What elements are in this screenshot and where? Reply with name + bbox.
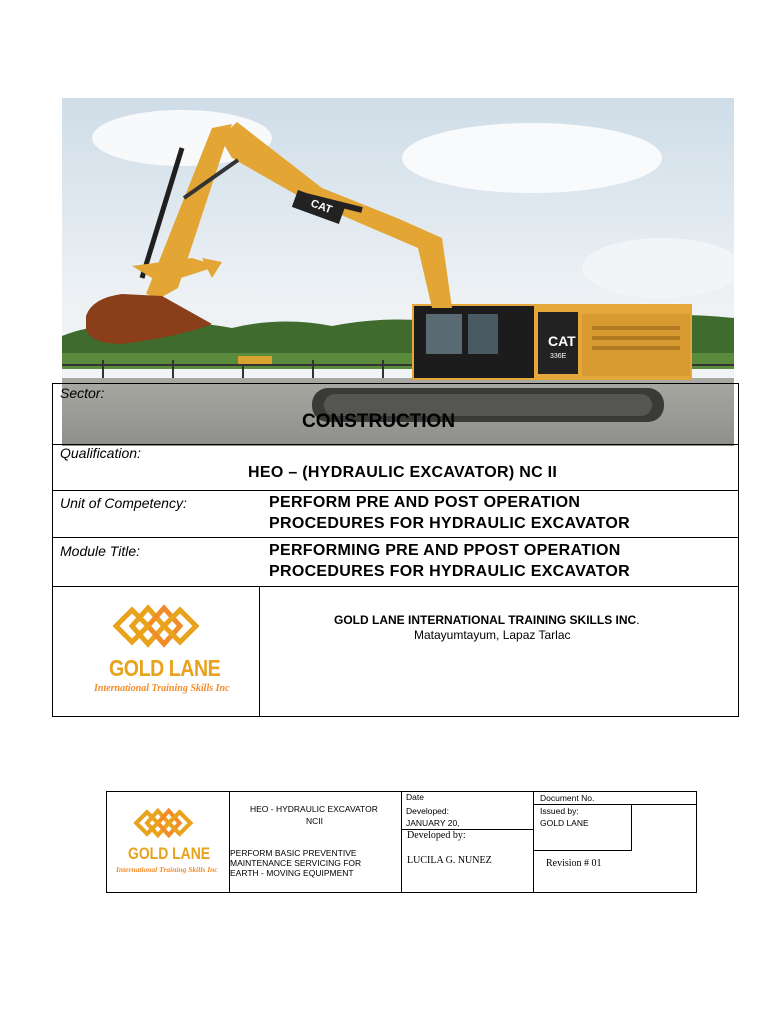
- footer-title-line2: NCII: [306, 816, 323, 826]
- logo-tagline: International Training Skills Inc: [94, 683, 230, 694]
- footer-issued-by-label: Issued by:: [540, 806, 579, 816]
- organization-divider: [259, 586, 260, 717]
- footer-date-label: Date: [406, 792, 424, 802]
- footer-module-line1: PERFORM BASIC PREVENTIVE: [230, 848, 357, 858]
- footer-logo-tagline: International Training Skills Inc: [116, 865, 218, 874]
- logo-brand: GOLD LANE: [109, 655, 221, 681]
- footer-developed-date: JANUARY 20,: [406, 818, 460, 828]
- footer-divider-3: [533, 791, 534, 893]
- footer-hline-3: [533, 850, 632, 851]
- footer-title-line1: HEO - HYDRAULIC EXCAVATOR: [250, 804, 378, 814]
- footer-developed-label: Developed:: [406, 806, 450, 816]
- footer-module-line2: MAINTENANCE SERVICING FOR: [230, 858, 362, 868]
- org-address: Matayumtayum, Lapaz Tarlac: [414, 628, 571, 642]
- module-title-label: Module Title:: [60, 543, 141, 559]
- footer-revision: Revision # 01: [546, 858, 602, 869]
- footer-docno-label: Document No.: [540, 793, 595, 803]
- footer-developed-by-label: Developed by:: [407, 830, 466, 841]
- unit-of-competency-line2: PROCEDURES FOR HYDRAULIC EXCAVATOR: [269, 515, 631, 532]
- footer-divider-4: [631, 804, 632, 850]
- footer-logo: [128, 800, 200, 846]
- footer-hline-1: [533, 804, 697, 805]
- module-title-line2: PROCEDURES FOR HYDRAULIC EXCAVATOR: [269, 563, 631, 580]
- footer-logo-brand: GOLD LANE: [128, 844, 211, 863]
- sector-value: CONSTRUCTION: [302, 411, 456, 432]
- org-name-text: GOLD LANE INTERNATIONAL TRAINING SKILLS INC: [334, 613, 637, 627]
- gold-lane-logo: [104, 596, 210, 656]
- org-name-dot: .: [636, 613, 640, 627]
- footer-divider-2: [401, 791, 402, 893]
- footer-module-line3: EARTH - MOVING EQUIPMENT: [230, 868, 354, 878]
- boom-cat-text: CAT: [308, 197, 334, 217]
- unit-of-competency-label: Unit of Competency:: [60, 495, 187, 511]
- footer-developer: LUCILA G. NUNEZ: [407, 855, 492, 866]
- qualification-label: Qualification:: [60, 445, 141, 461]
- footer-issuer: GOLD LANE: [540, 818, 589, 828]
- sector-label: Sector:: [60, 385, 105, 401]
- module-title-line1: PERFORMING PRE AND PPOST OPERATION: [269, 542, 621, 559]
- model-text: 336E: [550, 353, 567, 360]
- unit-of-competency-line1: PERFORM PRE AND POST OPERATION: [269, 494, 581, 511]
- org-name: [334, 613, 640, 627]
- qualification-value: HEO – (HYDRAULIC EXCAVATOR) NC II: [248, 464, 558, 481]
- cat-logo-text: CAT: [548, 333, 576, 349]
